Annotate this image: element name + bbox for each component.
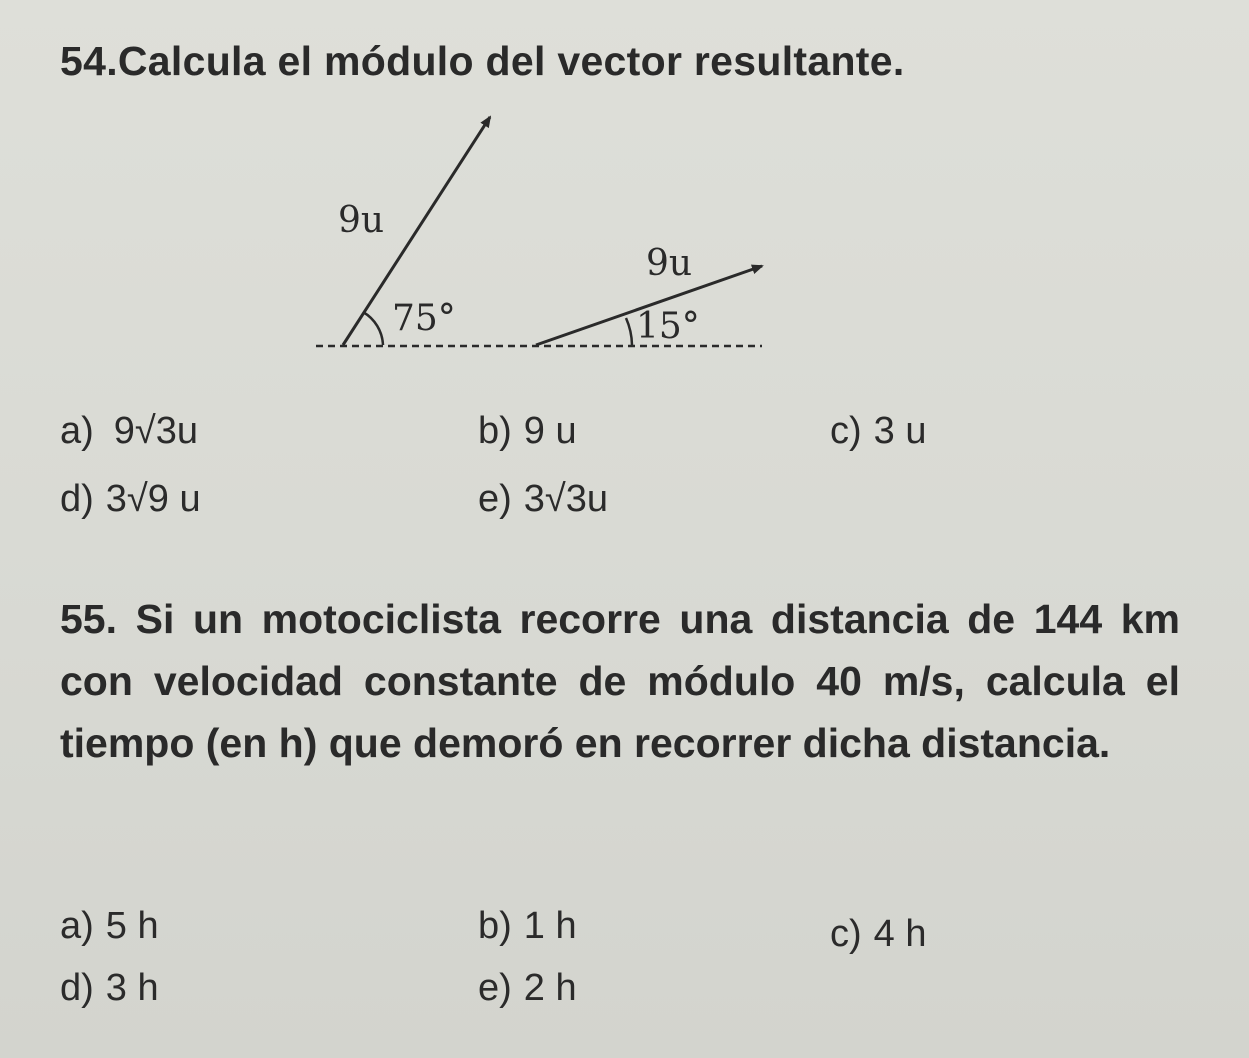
option-text: 9 u	[523, 410, 577, 452]
question-55-text: 55. Si un motociclista recorre una distancia de 144 km con velocidad constante de módulo 40 m/s, calcula el tiempo (en h) que demoró en recorrer dicha distancia.	[60, 596, 1180, 766]
q54-option-d[interactable]	[60, 478, 201, 521]
option-letter: d)	[60, 967, 94, 1009]
option-text: 2 h	[523, 967, 577, 1009]
q54-option-e[interactable]	[478, 478, 608, 521]
option-text: 1 h	[523, 905, 577, 947]
angle-1-arc	[363, 312, 383, 345]
q55-option-c[interactable]	[830, 913, 926, 956]
option-letter: a)	[60, 905, 94, 947]
option-letter: c)	[830, 913, 862, 955]
angle-2-label: 15°	[636, 306, 700, 347]
angle-1-label: 75°	[392, 298, 456, 339]
q55-option-d[interactable]	[60, 967, 159, 1010]
q55-option-a[interactable]	[60, 905, 159, 948]
option-letter: b)	[478, 905, 512, 947]
option-letter: e)	[478, 967, 512, 1009]
option-letter: a)	[60, 410, 94, 452]
option-text: 4 h	[873, 913, 927, 955]
q54-option-b[interactable]	[478, 410, 577, 453]
option-text: 3√3u	[523, 478, 609, 520]
option-text: 9√3u	[113, 410, 199, 452]
option-text: 3 h	[105, 967, 159, 1009]
option-text: 5 h	[105, 905, 159, 947]
q55-option-e[interactable]	[478, 967, 577, 1010]
q55-option-b[interactable]	[478, 905, 577, 948]
option-letter: b)	[478, 410, 512, 452]
question-54-title: 54.Calcula el módulo del vector resultante.	[60, 38, 905, 84]
q54-option-c[interactable]	[830, 410, 926, 453]
vector-2-label: 9u	[646, 243, 693, 284]
vector-1-label: 9u	[338, 200, 385, 241]
option-letter: c)	[830, 410, 862, 452]
option-text: 3 u	[873, 410, 927, 452]
angle-2-arc	[626, 318, 632, 345]
q54-option-a[interactable]	[60, 410, 198, 453]
option-letter: d)	[60, 478, 94, 520]
option-text: 3√9 u	[105, 478, 201, 520]
option-letter: e)	[478, 478, 512, 520]
